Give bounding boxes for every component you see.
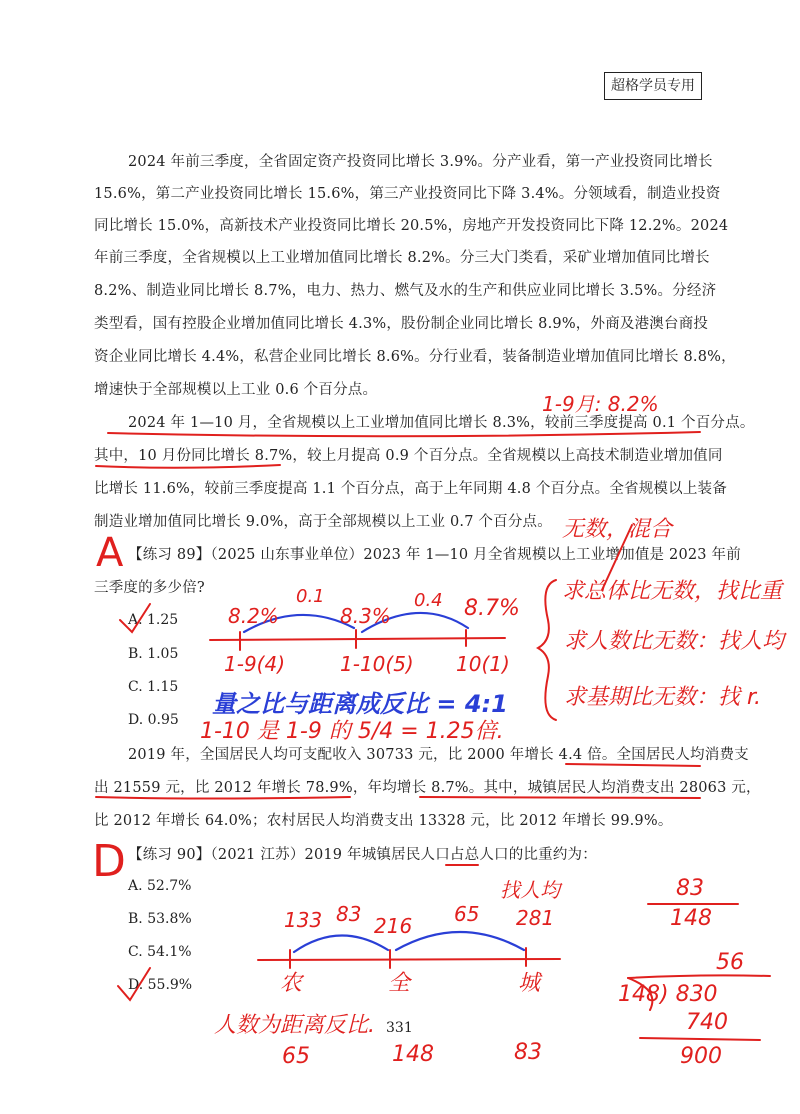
text-line: 年前三季度，全省规模以上工业增加值同比增长 8.2%。分三大门类看，采矿业增加值同比增长 <box>94 250 710 266</box>
underline-stroke <box>96 797 350 799</box>
note-1-9: 1-9月: 8.2% <box>542 392 659 416</box>
option-a: A. 52.7% <box>128 878 192 894</box>
nl2-label: 全 <box>388 971 411 996</box>
text-line: 出 21559 元，比 2012 年增长 78.9%，年均增长 8.7%。其中，城镇居民人均消费支出 28063 元， <box>94 780 761 796</box>
number-line-axis <box>210 638 505 640</box>
question-stem: 【练习 89】（2025 山东事业单位）2023 年 1—10 月全省规模以上工业增加值是 2023 年前 <box>128 547 741 563</box>
exclusive-badge: 超格学员专用 <box>604 72 702 100</box>
note-renshu: 人数为距离反比. <box>214 1013 375 1038</box>
note-ratio: 量之比与距离成反比 = 4:1 <box>212 690 508 718</box>
answer-letter-a: A <box>96 530 124 576</box>
bottom-number: 148 <box>392 1042 434 1067</box>
option-b: B. 53.8% <box>128 911 192 927</box>
check-mark <box>118 968 150 1000</box>
curly-bracket <box>538 580 556 720</box>
nl2-label: 83 <box>336 902 362 926</box>
option-d: D. 55.9% <box>128 977 193 993</box>
option-d: D. 0.95 <box>128 712 179 728</box>
nl-label: 10(1) <box>456 652 510 676</box>
text-line: 2024 年 1—10 月，全省规模以上工业增加值同比增长 8.3%，较前三季度提高 0.1 个百分点。 <box>128 415 755 431</box>
option-c: C. 1.15 <box>128 679 179 695</box>
division-dividend: 148) 830 <box>618 982 718 1007</box>
text-line: 比 2012 年增长 64.0%；农村居民人均消费支出 13328 元，比 2012 年增长 99.9%。 <box>94 813 673 829</box>
division-remainder: 900 <box>680 1044 722 1069</box>
nl-label: 8.2% <box>228 604 279 628</box>
nl-label: 8.3% <box>340 604 391 628</box>
number-line-tick <box>290 948 526 968</box>
option-c: C. 54.1% <box>128 944 192 960</box>
fraction-numerator: 83 <box>676 876 704 901</box>
underline-stroke <box>566 764 700 766</box>
underline-stroke <box>420 797 700 798</box>
text-line: 2024 年前三季度，全省固定资产投资同比增长 3.9%。分产业看，第一产业投资同比增长 <box>128 154 713 170</box>
nl2-label: 城 <box>518 971 541 996</box>
text-line: 15.6%，第二产业投资同比增长 15.6%，第三产业投资同比下降 3.4%。分领域看，制造业投资 <box>94 186 721 202</box>
text-line: 8.2%、制造业同比增长 8.7%，电力、热力、燃气及水的生产和供应业同比增长 3.5%。分经济 <box>94 283 717 299</box>
question-stem: 【练习 90】（2021 江苏）2019 年城镇居民人口占总人口的比重约为： <box>128 847 597 863</box>
nl-label: 8.7% <box>464 596 520 621</box>
text-line: 增速快于全部规模以上工业 0.6 个百分点。 <box>94 382 378 398</box>
page-number: 331 <box>386 1020 413 1036</box>
rule-2: 求人数比无数：找人均 <box>564 629 785 654</box>
nl-label: 0.1 <box>296 586 325 607</box>
option-b: B. 1.05 <box>128 646 179 662</box>
text-line: 2019 年，全国居民人均可支配收入 30733 元，比 2000 年增长 4.4 倍。全国居民人均消费支 <box>128 747 749 763</box>
text-line: 类型看，国有控股企业增加值同比增长 4.3%，股份制企业同比增长 8.9%，外商及港澳台商投 <box>94 316 709 332</box>
rule-1: 求总体比无数，找比重 <box>562 579 783 604</box>
division-quotient: 56 <box>716 950 744 975</box>
bottom-number: 65 <box>282 1044 310 1069</box>
bottom-number: 83 <box>514 1040 542 1065</box>
underline-stroke <box>96 465 280 468</box>
text-line: 资企业同比增长 4.4%，私营企业同比增长 8.6%。分行业看，装备制造业增加值同比增长 8.8%， <box>94 349 736 365</box>
nl2-label: 281 <box>516 906 555 930</box>
rule-3: 求基期比无数：找 r. <box>564 685 762 710</box>
text-line: 比增长 11.6%，较前三季度提高 1.1 个百分点，高于上年同期 4.8 个百分点。全省规模以上装备 <box>94 481 727 497</box>
number-line-arc <box>396 932 524 950</box>
number-line-axis <box>258 959 560 960</box>
nl2-label: 农 <box>280 971 303 996</box>
check-mark <box>120 604 150 632</box>
note-wushu: 无数，混合 <box>562 517 673 542</box>
text-line: 制造业增加值同比增长 9.0%，高于全部规模以上工业 0.7 个百分点。 <box>94 514 552 530</box>
division-bar <box>640 1038 760 1040</box>
fraction-denominator: 148 <box>670 906 712 931</box>
note-result: 1-10 是 1-9 的 5/4 = 1.25倍. <box>200 719 504 744</box>
nl2-label: 65 <box>454 902 480 926</box>
nl-label: 0.4 <box>414 590 443 611</box>
text-line: 其中，10 月份同比增长 8.7%，较上月提高 0.9 个百分点。全省规模以上高技术制造业增加值同 <box>94 448 723 464</box>
question-stem: 三季度的多少倍? <box>94 580 205 596</box>
underline-stroke <box>108 432 700 436</box>
nl-label: 1-9(4) <box>224 652 285 676</box>
note-zhao: 找人均 <box>500 878 560 902</box>
division-bar <box>628 975 770 978</box>
text-line: 同比增长 15.0%，高新技术产业投资同比增长 20.5%，房地产开发投资同比下降 12.2%。2024 <box>94 218 729 234</box>
option-a: A. 1.25 <box>128 612 179 628</box>
nl-label: 1-10(5) <box>340 652 414 676</box>
division-subtract: 740 <box>686 1010 728 1035</box>
answer-letter-d: D <box>92 836 126 887</box>
nl2-label: 216 <box>374 914 413 938</box>
nl2-label: 133 <box>284 908 323 932</box>
